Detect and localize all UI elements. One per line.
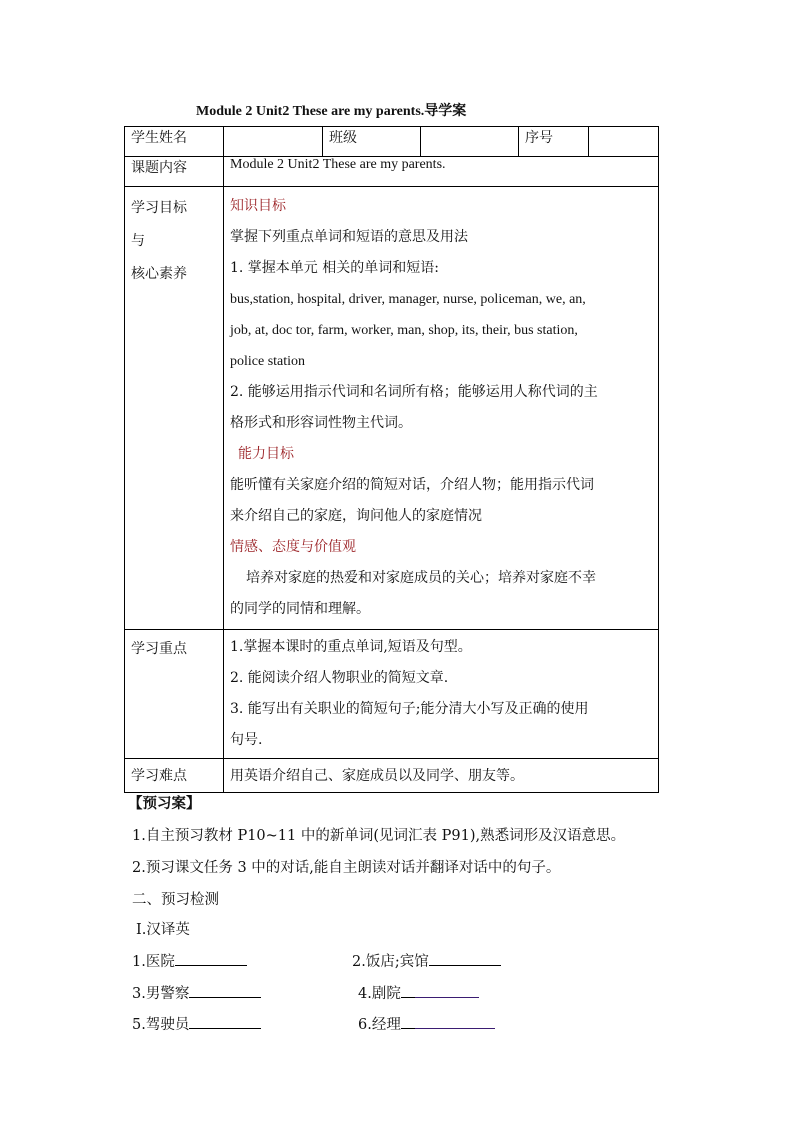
goals-label-line: 学习目标 bbox=[131, 200, 187, 216]
class-field[interactable] bbox=[421, 127, 519, 157]
knowledge-line: 2. 能够运用指示代词和名词所有格；能够运用人称代词的主 bbox=[230, 384, 598, 400]
question-label: 3.男警察 bbox=[132, 986, 190, 1002]
topic-row bbox=[125, 157, 659, 187]
goals-label-line: 核心素养 bbox=[131, 266, 187, 282]
ability-line: 来介绍自己的家庭，询问他人的家庭情况 bbox=[230, 508, 482, 524]
header-row bbox=[125, 127, 659, 157]
name-field[interactable] bbox=[224, 127, 323, 157]
answer-blank[interactable] bbox=[415, 1014, 495, 1029]
key-point-line: 句号. bbox=[230, 732, 263, 748]
goals-content bbox=[224, 187, 659, 630]
key-points-content bbox=[224, 630, 659, 759]
question-label: 6.经理 bbox=[358, 1017, 401, 1033]
question-label: 5.驾驶员 bbox=[132, 1017, 190, 1033]
question-label: 4.剧院 bbox=[358, 986, 401, 1002]
difficulties-value: 用英语介绍自己、家庭成员以及同学、朋友等。 bbox=[230, 768, 524, 784]
question-1 bbox=[132, 950, 247, 971]
seq-label: 序号 bbox=[519, 127, 589, 157]
name-label: 学生姓名 bbox=[125, 127, 224, 157]
answer-blank[interactable] bbox=[429, 951, 501, 966]
difficulties-label bbox=[125, 759, 224, 793]
key-point-line: 3. 能写出有关职业的简短句子;能分清大小写及正确的使用 bbox=[230, 701, 589, 717]
knowledge-line: police station bbox=[230, 354, 306, 369]
topic-value: Module 2 Unit2 These are my parents. bbox=[224, 157, 659, 187]
preview-heading: 【预习案】 bbox=[128, 795, 201, 812]
answer-blank[interactable] bbox=[401, 1014, 415, 1029]
question-5 bbox=[132, 1013, 261, 1034]
preview-item-1: 1.自主预习教材 P10~11 中的新单词(见词汇表 P91),熟悉词形及汉语意思。 bbox=[132, 828, 626, 844]
goals-row bbox=[125, 187, 659, 630]
answer-blank[interactable] bbox=[401, 983, 415, 998]
goals-label-line: 与 bbox=[131, 233, 145, 249]
preview-item-2: 2.预习课文任务 3 中的对话,能自主朗读对话并翻译对话中的句子。 bbox=[132, 860, 561, 876]
emotion-line: 的同学的同情和理解。 bbox=[230, 601, 370, 617]
key-point-line: 2. 能阅读介绍人物职业的简短文章. bbox=[230, 670, 449, 686]
ability-heading: 能力目标 bbox=[238, 446, 294, 462]
ability-line: 能听懂有关家庭介绍的简短对话，介绍人物；能用指示代词 bbox=[230, 477, 594, 493]
key-points-row bbox=[125, 630, 659, 759]
question-3 bbox=[132, 982, 261, 1003]
seq-field[interactable] bbox=[589, 127, 659, 157]
answer-blank[interactable] bbox=[189, 983, 261, 998]
answer-blank[interactable] bbox=[175, 951, 247, 966]
key-points-label bbox=[125, 630, 224, 759]
difficulties-label-text: 学习难点 bbox=[131, 768, 187, 784]
difficulties-content bbox=[224, 759, 659, 793]
topic-label: 课题内容 bbox=[125, 157, 224, 187]
answer-blank[interactable] bbox=[415, 983, 479, 998]
page-title: Module 2 Unit2 These are my parents.导学案 bbox=[196, 104, 467, 119]
subsection-heading: Ⅰ.汉译英 bbox=[136, 922, 190, 938]
goals-label bbox=[125, 187, 224, 630]
question-4 bbox=[358, 982, 479, 1003]
emotion-line: 培养对家庭的热爱和对家庭成员的关心；培养对家庭不幸 bbox=[246, 570, 596, 586]
answer-blank[interactable] bbox=[189, 1014, 261, 1029]
knowledge-line: 1. 掌握本单元 相关的单词和短语: bbox=[230, 260, 439, 276]
knowledge-line: job, at, doc tor, farm, worker, man, shop, its, their, bus station, bbox=[230, 323, 578, 338]
class-label: 班级 bbox=[323, 127, 421, 157]
knowledge-line: 格形式和形容词性物主代词。 bbox=[230, 415, 412, 431]
knowledge-line: bus,station, hospital, driver, manager, nurse, policeman, we, an, bbox=[230, 292, 586, 307]
difficulties-row bbox=[125, 759, 659, 793]
question-label: 2.饭店;宾馆 bbox=[352, 954, 429, 970]
emotion-heading: 情感、态度与价值观 bbox=[230, 539, 356, 555]
question-6 bbox=[358, 1013, 495, 1034]
question-label: 1.医院 bbox=[132, 954, 175, 970]
knowledge-line: 掌握下列重点单词和短语的意思及用法 bbox=[230, 229, 468, 245]
section-heading: 二、预习检测 bbox=[132, 892, 219, 908]
key-point-line: 1.掌握本课时的重点单词,短语及句型。 bbox=[230, 639, 472, 655]
info-table bbox=[124, 126, 659, 793]
knowledge-heading: 知识目标 bbox=[230, 198, 286, 214]
key-points-label-text: 学习重点 bbox=[131, 641, 187, 657]
question-2 bbox=[352, 950, 501, 971]
